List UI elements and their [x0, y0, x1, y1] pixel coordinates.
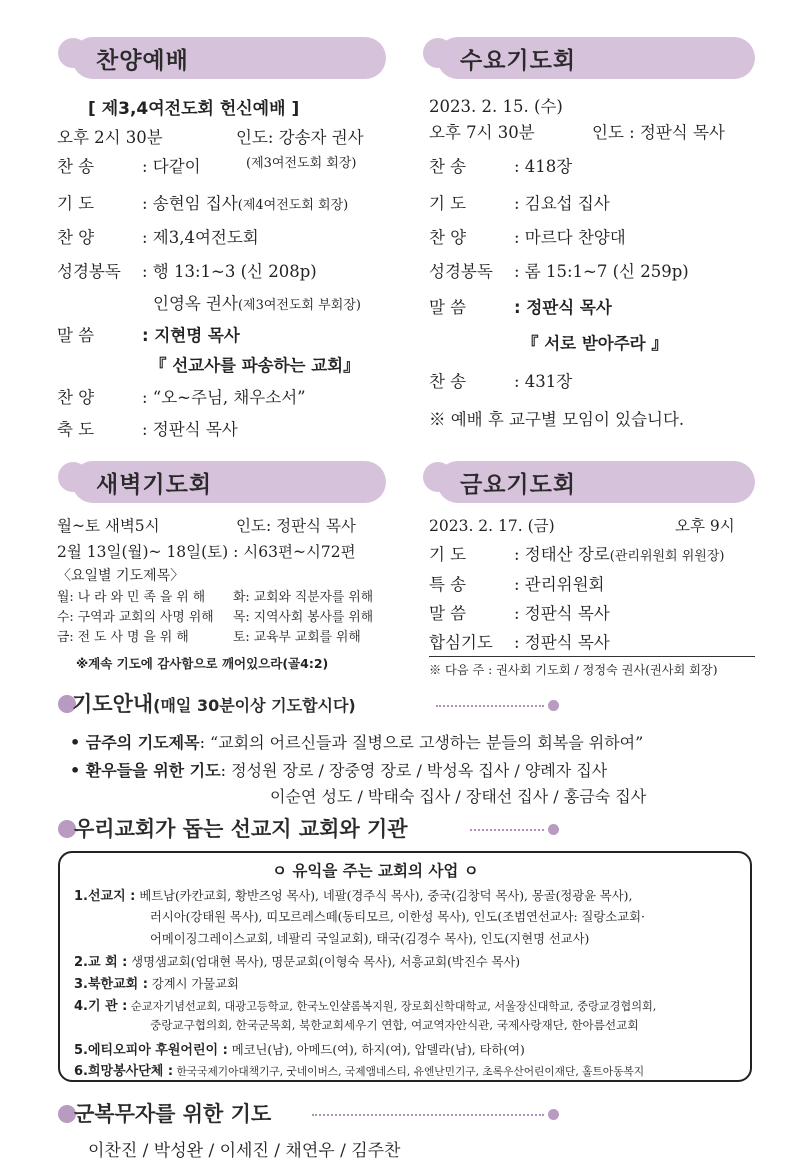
wednesday-hymn [429, 153, 572, 177]
value: : 431장 [514, 372, 573, 391]
wednesday-scripture [429, 258, 689, 282]
label: 말 씀 [429, 298, 467, 317]
label: 3.북한교회 : [74, 977, 148, 992]
label: 5.에티오피아 후원어린이 : [74, 1043, 228, 1058]
value: : 정판식 목사 [514, 298, 612, 317]
military-names: 이찬진 / 박성완 / 이세진 / 채연우 / 김주찬 [88, 1141, 401, 1161]
value: : 송현임 집사 [142, 194, 238, 213]
label: 기 도 [57, 194, 95, 213]
label: 찬 송 [429, 157, 467, 176]
label: 찬 양 [57, 228, 95, 247]
value: 생명샘교회(엄대현 목사), 명문교회(이형숙 목사), 서흥교회(박진수 목사) [131, 955, 521, 969]
dawn-leader: 인도: 정판식 목사 [236, 517, 356, 535]
friday-closing [429, 629, 610, 653]
wednesday-sermon [429, 294, 612, 318]
dotted-rule [436, 705, 544, 707]
wednesday-note: ※ 예배 후 교구별 모임이 있습니다. [429, 410, 685, 429]
label: 기 도 [429, 545, 467, 564]
rule-end-dot [548, 700, 559, 711]
value: : 정판식 목사 [514, 604, 610, 623]
sunday-scripture [57, 258, 317, 282]
sunday-title: 찬양예배 [96, 48, 189, 74]
rule-end-dot [548, 824, 559, 835]
sunday-sermon-title: 『 선교사를 파송하는 교회』 [150, 356, 360, 375]
value: : 다같이 [142, 157, 201, 176]
mission-row-cont: 중랑교구협의회, 한국군목회, 북한교회세우기 연합, 여교역자안식관, 국제사랑재단, 한아름선교회 [150, 1018, 639, 1032]
dotted-rule [470, 829, 544, 831]
friday-next: ※ 다음 주 : 권사회 기도회 / 정정숙 권사(권사회 회장) [429, 663, 718, 677]
value: : 관리위원회 [514, 575, 605, 594]
value: 인영옥 권사 [153, 294, 238, 313]
sunday-reader [153, 290, 361, 314]
label: 합심기도 [429, 633, 493, 652]
value: : “오~주님, 채우소서” [142, 388, 306, 407]
missions-title: 우리교회가 돕는 선교지 교회와 기관 [74, 817, 408, 841]
label: 1.선교지 : [74, 889, 136, 904]
label: 찬 송 [57, 157, 95, 176]
patients-line [70, 758, 607, 781]
wednesday-sermon-title: 『 서로 받아주라 』 [522, 334, 668, 353]
dawn-topic-row [57, 626, 361, 645]
missions-box-title: ㅇ 유익을 주는 교회의 사업 ㅇ [272, 862, 479, 880]
topic-left: 월: 나 라 와 민 족 을 위 해 [57, 590, 206, 605]
label: 말 씀 [429, 604, 467, 623]
sunday-prayer [57, 190, 348, 214]
dawn-topics-head: 〈요일별 기도제목〉 [57, 568, 185, 584]
friday-date: 2023. 2. 17. (금) [429, 517, 555, 535]
sunday-benediction [57, 416, 238, 440]
friday-title: 금요기도회 [460, 472, 577, 498]
mission-row [74, 1060, 644, 1079]
value: : 지현명 목사 [142, 326, 240, 345]
sunday-leader-note: (제3여전도회 회장) [246, 156, 357, 171]
sunday-hymn [57, 153, 201, 177]
mission-row [74, 973, 239, 992]
dawn-days: 월~토 새벽5시 [57, 517, 160, 535]
note: (제3여전도회 부회장) [237, 298, 361, 313]
label: 성경봉독 [429, 262, 493, 281]
value: 한국국제기아대책기구, 굿네이버스, 국제앰네스티, 유엔난민기구, 초록우산어린이재단, 홀트아동복지 [176, 1065, 645, 1078]
value: : 정성원 장로 / 장중영 장로 / 박성옥 집사 / 양례자 집사 [220, 761, 608, 780]
label: • 환우들을 위한 기도 [70, 761, 221, 780]
label: 찬 송 [429, 372, 467, 391]
dawn-title: 새벽기도회 [96, 472, 213, 498]
sunday-praise2 [57, 384, 306, 408]
patients-line-2: 이순연 성도 / 박태숙 집사 / 장태선 집사 / 홍금숙 집사 [270, 787, 647, 806]
dawn-topic-row [57, 586, 373, 605]
friday-special [429, 571, 605, 595]
value: : 마르다 찬양대 [514, 228, 626, 247]
value: 순교자기념선교회, 대광고등학교, 한국노인샬롬복지원, 장로회신학대학교, 서울장신대학교, 중랑교경협의회, [130, 1000, 657, 1013]
value: : 정판식 목사 [514, 633, 610, 652]
mission-row-cont: 어메이징그레이스교회, 네팔리 국일교회), 태국(김경수 목사), 인도(지현명 선교사) [150, 932, 590, 946]
value: : 롬 15:1~7 (신 259p) [514, 262, 689, 281]
label: 찬 양 [429, 228, 467, 247]
dawn-topic-row [57, 606, 373, 625]
label: 특 송 [429, 575, 467, 594]
label: 축 도 [57, 420, 95, 439]
label: 4.기 관 : [74, 999, 128, 1014]
value: : 정태산 장로 [514, 545, 610, 564]
rule-end-dot [548, 1109, 559, 1120]
mission-row [74, 885, 632, 904]
dotted-rule [312, 1114, 544, 1116]
sunday-time: 오후 2시 30분 [57, 128, 163, 147]
wednesday-praise [429, 224, 626, 248]
value: : “교회의 어르신들과 질병으로 고생하는 분들의 회복을 위하여” [199, 733, 644, 752]
topic-right: 화: 교회와 직분자를 위해 [233, 590, 374, 605]
value: : 김요섭 집사 [514, 194, 610, 213]
label: 성경봉독 [57, 262, 121, 281]
wednesday-prayer [429, 190, 610, 214]
prayer-guide-title: 기도안내 [72, 692, 154, 716]
sunday-subtitle: [ 제3,4여전도회 헌신예배 ] [88, 99, 300, 119]
value: : 418장 [514, 157, 573, 176]
value: 강계시 가물교회 [151, 977, 239, 991]
sunday-praise [57, 224, 259, 248]
topic-right: 토: 교육부 교회를 위해 [233, 630, 361, 645]
label: 2.교 회 : [74, 955, 128, 970]
value: : 행 13:1~3 (신 208p) [142, 262, 317, 281]
topic-left: 수: 구역과 교회의 사명 위해 [57, 610, 214, 625]
mission-row [74, 995, 656, 1014]
wednesday-date: 2023. 2. 15. (수) [429, 97, 563, 116]
friday-sermon [429, 600, 610, 624]
wednesday-time: 오후 7시 30분 [429, 123, 535, 142]
value: : 제3,4여전도회 [142, 228, 259, 247]
divider [429, 656, 755, 657]
mission-row-cont: 러시아(강태원 목사), 띠모르레스떼(동티모르, 이한성 목사), 인도(조범연선교사: 질랑소교회· [150, 910, 645, 924]
dawn-range: 2월 13일(월)~ 18일(토) : 시63편~시72편 [57, 543, 356, 561]
label: 6.희망봉사단체 : [74, 1064, 174, 1079]
prayer-topic [70, 730, 643, 753]
value: 메코닌(남), 아메드(여), 하지(여), 압델라(남), 타하(여) [231, 1043, 525, 1057]
label: 기 도 [429, 194, 467, 213]
label: • 금주의 기도제목 [70, 733, 200, 752]
note: (관리위원회 위원장) [609, 549, 725, 564]
label: 찬 양 [57, 388, 95, 407]
friday-prayer [429, 541, 725, 565]
wednesday-hymn2 [429, 368, 572, 392]
label: 말 씀 [57, 326, 95, 345]
wednesday-title: 수요기도회 [460, 48, 577, 74]
topic-right: 목: 지역사회 봉사를 위해 [233, 610, 374, 625]
wednesday-leader: 인도 : 정판식 목사 [592, 123, 725, 142]
sunday-sermon [57, 322, 240, 346]
military-title: 군복무자를 위한 기도 [74, 1102, 272, 1126]
dawn-verse: ※계속 기도에 감사함으로 깨어있으라(골4:2) [76, 656, 329, 671]
note: (제4여전도회 회장) [237, 198, 349, 213]
friday-time: 오후 9시 [675, 517, 735, 535]
value: : 정판식 목사 [142, 420, 238, 439]
topic-left: 금: 전 도 사 명 을 위 해 [57, 630, 189, 645]
sunday-leader: 인도: 강송자 권사 [236, 128, 364, 147]
prayer-guide-heading [72, 688, 356, 718]
missions-box [58, 851, 752, 1082]
value: 베트남(카칸교회, 황반즈엉 목사), 네팔(경주식 목사), 중국(김창덕 목사), 몽골(정광윤 목사), [139, 889, 633, 903]
prayer-guide-subtitle: (매일 30분이상 기도합시다) [153, 696, 356, 715]
mission-row [74, 951, 520, 970]
mission-row [74, 1039, 525, 1058]
